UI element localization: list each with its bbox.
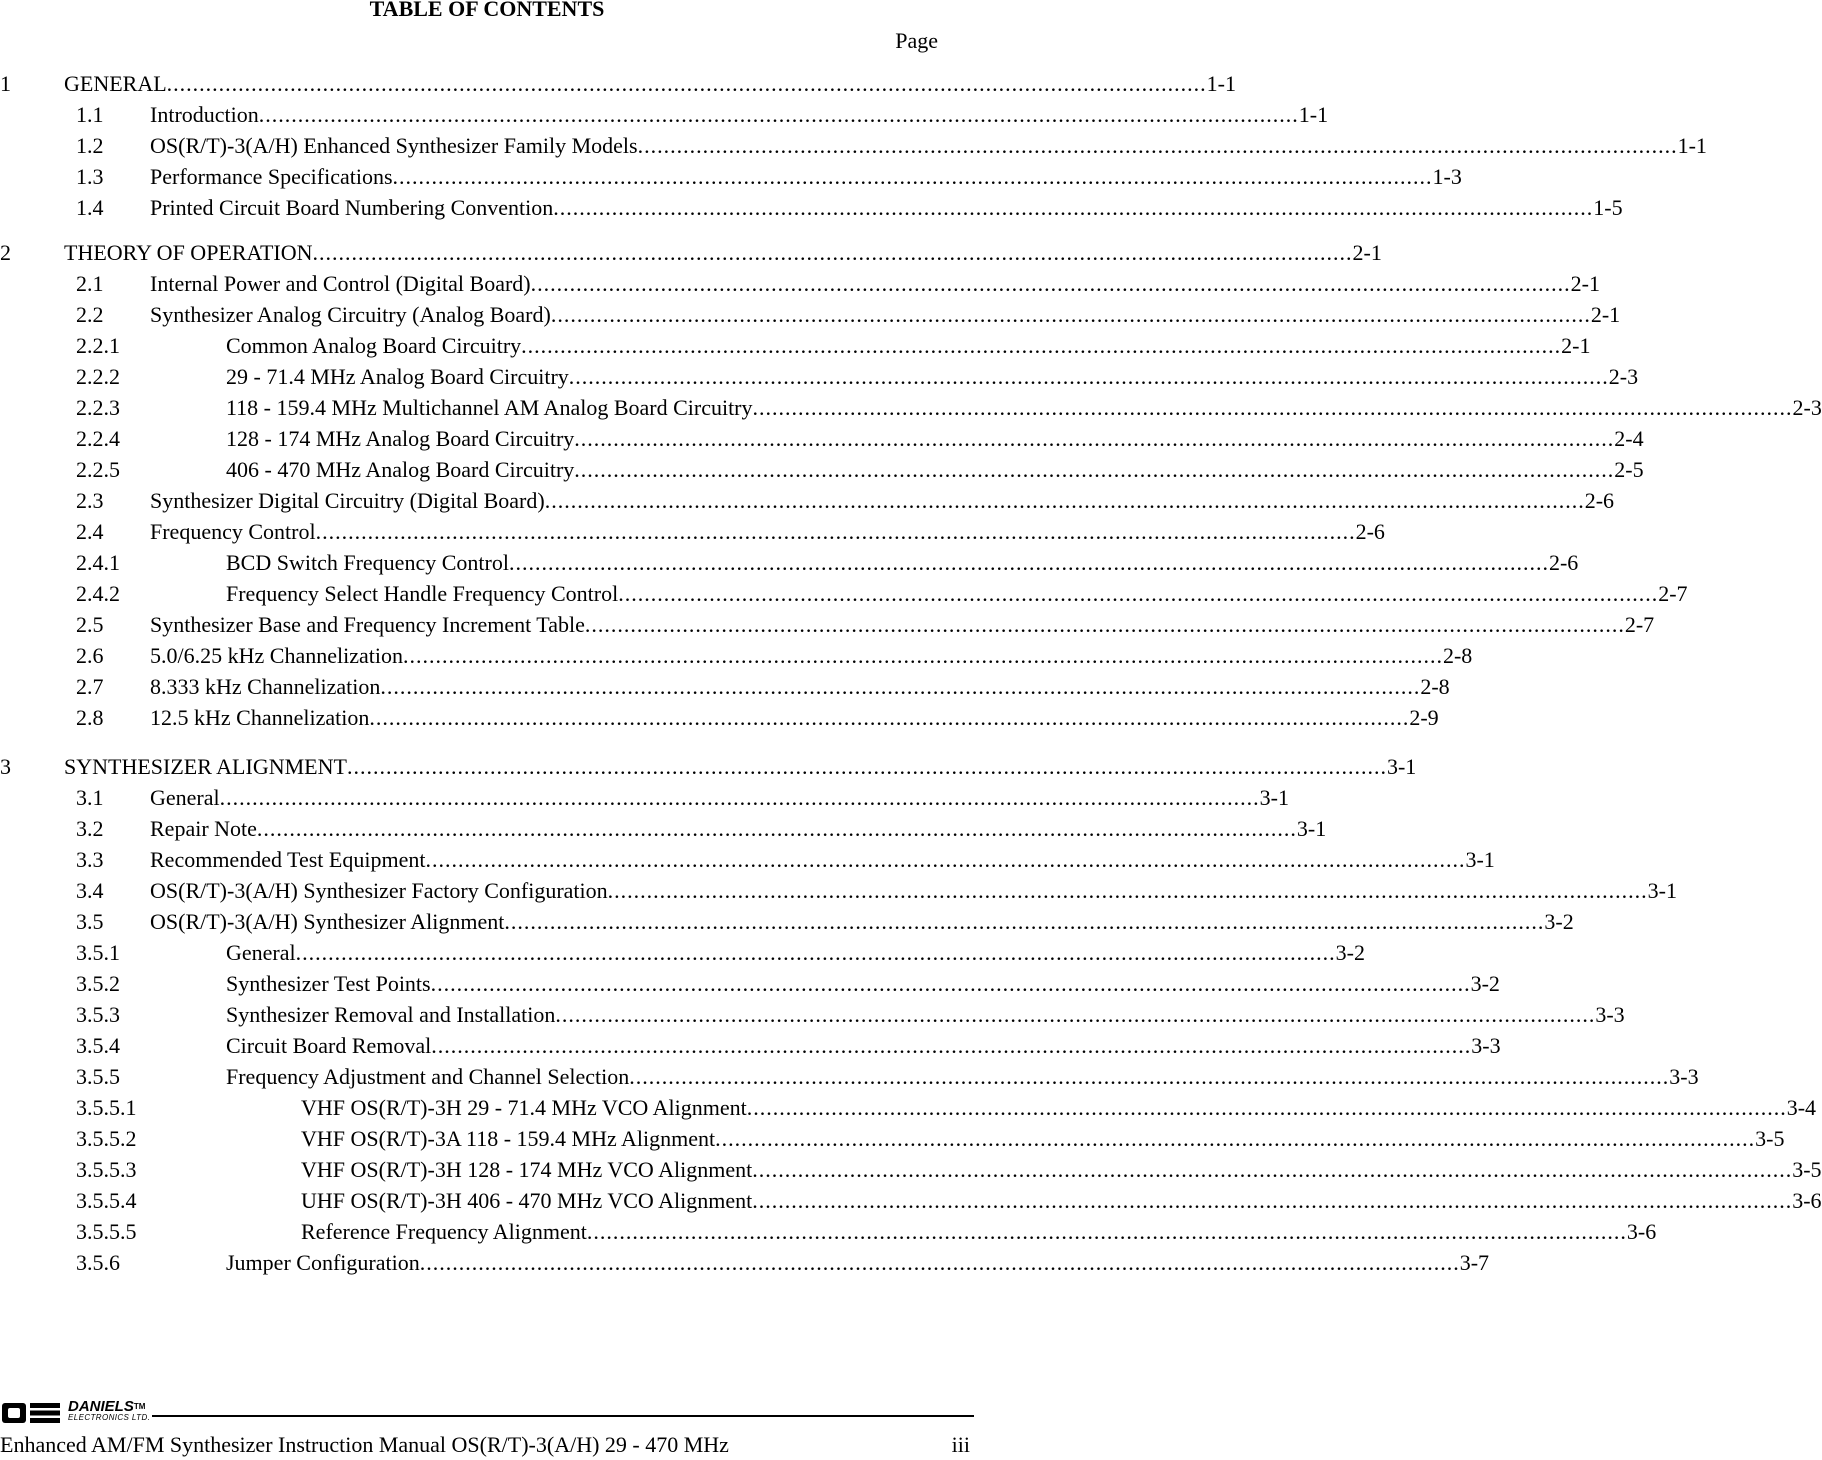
toc-entry-line: [226, 393, 1822, 423]
toc-entry-line: [150, 610, 1655, 640]
toc-dot-leader: ................................................................................................................................................................: [256, 816, 1297, 841]
toc-entry: [0, 703, 1439, 733]
toc-entry-number: 3.5.5.3: [76, 1157, 137, 1182]
toc-dot-leader: ................................................................................................................................................................: [425, 847, 1466, 872]
toc-entry: [0, 969, 1500, 999]
toc-entry-title: SYNTHESIZER ALIGNMENT: [64, 754, 347, 779]
toc-entry-page: 2-6: [1584, 488, 1615, 513]
toc-entry: [0, 517, 1385, 547]
toc-entry-number: 3.5.2: [76, 971, 120, 996]
toc-entry-page: 2-7: [1624, 612, 1655, 637]
toc-entry-title: Introduction: [150, 102, 259, 127]
toc-entry-page: 1-1: [1677, 133, 1707, 158]
toc-entry-page: 3-6: [1626, 1219, 1657, 1244]
toc-entry: [0, 1093, 1817, 1123]
toc-dot-leader: ................................................................................................................................................................: [166, 71, 1207, 96]
toc-entry-line: [301, 1155, 1822, 1185]
toc-entry: [0, 1000, 1625, 1030]
toc-entry-number: 2.2.1: [76, 333, 120, 358]
toc-entry-number: 3.5.1: [76, 940, 120, 965]
toc-entry-title: Jumper Configuration: [226, 1250, 420, 1275]
toc-dot-leader: ................................................................................................................................................................: [568, 364, 1609, 389]
toc-entry-title: Recommended Test Equipment: [150, 847, 426, 872]
toc-entry-page: 2-6: [1548, 550, 1579, 575]
toc-entry-page: 2-9: [1409, 705, 1439, 730]
toc-entry-number: 3.5.5.2: [76, 1126, 137, 1151]
toc-entry-title: 12.5 kHz Channelization: [150, 705, 370, 730]
toc-dot-leader: ................................................................................................................................................................: [419, 1250, 1460, 1275]
toc-entry-title: General: [150, 785, 220, 810]
toc-entry-title: Synthesizer Analog Circuitry (Analog Board): [150, 302, 551, 327]
toc-entry-title: VHF OS(R/T)-3A 118 - 159.4 MHz Alignment: [301, 1126, 716, 1151]
toc-dot-leader: ................................................................................................................................................................: [752, 395, 1793, 420]
page-column-label: Page: [895, 28, 938, 53]
toc-entry-line: [226, 579, 1688, 609]
toc-dot-leader: ................................................................................................................................................................: [574, 426, 1615, 451]
toc-entry: [0, 1217, 1657, 1247]
toc-entry-title: General: [226, 940, 296, 965]
toc-entry: [0, 579, 1688, 609]
toc-entry-title: 8.333 kHz Channelization: [150, 674, 381, 699]
toc-entry-page: 2-8: [1420, 674, 1450, 699]
toc-entry: [0, 269, 1600, 299]
toc-entry-number: 2.3: [76, 488, 104, 513]
logo-brand-text: DANIELS: [68, 1398, 134, 1415]
toc-entry-number: 2.4.1: [76, 550, 120, 575]
footer-text: Enhanced AM/FM Synthesizer Instruction Manual OS(R/T)-3(A/H) 29 - 470 MHz: [0, 1432, 729, 1457]
toc-entry-page: 2-1: [1352, 240, 1382, 265]
toc-dot-leader: ................................................................................................................................................................: [402, 643, 1443, 668]
toc-entry-line: [150, 300, 1621, 330]
toc-entry-line: [226, 424, 1644, 454]
toc-entry-number: 2.2.2: [76, 364, 120, 389]
toc-entry-line: [301, 1093, 1817, 1123]
toc-entry-title: Printed Circuit Board Numbering Convention: [150, 195, 554, 220]
toc-dot-leader: ................................................................................................................................................................: [530, 271, 1571, 296]
toc-entry: [0, 1186, 1822, 1216]
toc-dot-leader: ................................................................................................................................................................: [746, 1095, 1787, 1120]
toc-entry: [0, 938, 1365, 968]
toc-entry-line: [150, 907, 1574, 937]
toc-entry-number: 3.1: [76, 785, 104, 810]
toc-dot-leader: ................................................................................................................................................................: [637, 133, 1678, 158]
toc-entry-page: 3-5: [1755, 1126, 1785, 1151]
toc-entry-title: 128 - 174 MHz Analog Board Circuitry: [226, 426, 575, 451]
toc-entry-title: BCD Switch Frequency Control: [226, 550, 509, 575]
toc-entry: [0, 641, 1473, 671]
toc-entry-line: [150, 100, 1329, 130]
toc-entry-title: Synthesizer Digital Circuitry (Digital Board): [150, 488, 545, 513]
toc-dot-leader: ................................................................................................................................................................: [380, 674, 1421, 699]
toc-entry-number: 2.6: [76, 643, 104, 668]
toc-entry-number: 2.2.4: [76, 426, 120, 451]
toc-dot-leader: ................................................................................................................................................................: [346, 754, 1387, 779]
toc-dot-leader: ................................................................................................................................................................: [555, 1002, 1596, 1027]
toc-entry-number: 3.5.6: [76, 1250, 120, 1275]
toc-dot-leader: ................................................................................................................................................................: [508, 550, 1549, 575]
toc-entry-line: [150, 876, 1677, 906]
toc-entry-line: [150, 845, 1495, 875]
toc-entry-title: Frequency Select Handle Frequency Control: [226, 581, 619, 606]
toc-entry-title: Circuit Board Removal: [226, 1033, 432, 1058]
toc-entry-number: 2.2: [76, 302, 104, 327]
toc-dot-leader: ................................................................................................................................................................: [315, 519, 1356, 544]
toc-entry-page: 2-6: [1355, 519, 1385, 544]
toc-entry-number: 2.1: [76, 271, 104, 296]
toc-entry-line: [150, 162, 1462, 192]
toc-entry-title: Repair Note: [150, 816, 257, 841]
toc-entry-page: 3-2: [1470, 971, 1500, 996]
toc-entry-title: 5.0/6.25 kHz Channelization: [150, 643, 403, 668]
toc-dot-leader: ................................................................................................................................................................: [431, 1033, 1472, 1058]
toc-entry-number: 2.2.3: [76, 395, 120, 420]
toc-entry-title: OS(R/T)-3(A/H) Synthesizer Alignment: [150, 909, 505, 934]
toc-entry-page: 2-1: [1561, 333, 1591, 358]
toc-entry-number: 3.5.5.5: [76, 1219, 137, 1244]
toc-entry-line: [64, 69, 1236, 99]
toc-entry-title: VHF OS(R/T)-3H 29 - 71.4 MHz VCO Alignment: [301, 1095, 747, 1120]
toc-dot-leader: ................................................................................................................................................................: [430, 971, 1471, 996]
toc-entry-number: 3.4: [76, 878, 104, 903]
toc-entry-page: 3-3: [1595, 1002, 1625, 1027]
toc-entry-line: [150, 672, 1450, 702]
toc-entry: [0, 548, 1579, 578]
toc-entry-page: 3-1: [1386, 754, 1417, 779]
toc-entry-number: 1.4: [76, 195, 104, 220]
toc-dot-leader: ................................................................................................................................................................: [295, 940, 1336, 965]
toc-entry-page: 3-3: [1669, 1064, 1699, 1089]
toc-dot-leader: ................................................................................................................................................................: [544, 488, 1585, 513]
toc-entry-line: [150, 783, 1289, 813]
toc-entry-page: 3-1: [1465, 847, 1495, 872]
toc-entry: [0, 69, 1236, 99]
toc-entry-number: 3.5.5.1: [76, 1095, 137, 1120]
toc-dot-leader: ................................................................................................................................................................: [586, 1219, 1627, 1244]
toc-entry: [0, 238, 1382, 268]
toc-entry-line: [301, 1186, 1822, 1216]
toc-entry-title: Frequency Adjustment and Channel Selection: [226, 1064, 630, 1089]
toc-entry: [0, 131, 1707, 161]
toc-entry-line: [64, 238, 1382, 268]
toc-dot-leader: ................................................................................................................................................................: [219, 785, 1260, 810]
toc-entry-title: 29 - 71.4 MHz Analog Board Circuitry: [226, 364, 569, 389]
toc-dot-leader: ................................................................................................................................................................: [752, 1157, 1793, 1182]
toc-entry-line: [150, 814, 1327, 844]
toc-entry-title: UHF OS(R/T)-3H 406 - 470 MHz VCO Alignment: [301, 1188, 753, 1213]
toc-entry-page: 1-5: [1593, 195, 1623, 220]
toc-entry-number: 2.8: [76, 705, 104, 730]
toc-entry-page: 3-7: [1459, 1250, 1490, 1275]
toc-entry: [0, 1155, 1822, 1185]
toc-entry-page: 2-5: [1614, 457, 1644, 482]
toc-entry-title: Synthesizer Test Points: [226, 971, 431, 996]
toc-entry-line: [150, 269, 1600, 299]
toc-entry-number: 2: [0, 240, 11, 265]
toc-entry-line: [226, 548, 1579, 578]
toc-entry-line: [150, 193, 1623, 223]
toc-entry-title: GENERAL: [64, 71, 167, 96]
toc-entry-line: [226, 362, 1639, 392]
toc-entry-number: 3.5: [76, 909, 104, 934]
toc-entry-number: 1.3: [76, 164, 104, 189]
toc-entry-page: 3-3: [1471, 1033, 1501, 1058]
toc-entry: [0, 672, 1450, 702]
toc-entry-number: 3.5.3: [76, 1002, 120, 1027]
toc-entry-page: 2-7: [1658, 581, 1688, 606]
toc-entry-line: [150, 703, 1439, 733]
footer-logo: [2, 1398, 162, 1427]
toc-entry-number: 3.5.5.4: [76, 1188, 137, 1213]
toc-entry-number: 1.2: [76, 133, 104, 158]
toc-entry-page: 3-1: [1296, 816, 1327, 841]
toc-entry-page: 3-2: [1544, 909, 1574, 934]
toc-dot-leader: ................................................................................................................................................................: [618, 581, 1659, 606]
toc-entry: [0, 876, 1677, 906]
logo-trademark: TM: [133, 1402, 146, 1411]
toc-dot-leader: ................................................................................................................................................................: [312, 240, 1353, 265]
toc-entry-line: [301, 1217, 1657, 1247]
toc-entry-line: [150, 131, 1707, 161]
toc-entry-title: OS(R/T)-3(A/H) Synthesizer Factory Configuration: [150, 878, 608, 903]
toc-entry: [0, 162, 1462, 192]
toc-entry: [0, 1031, 1501, 1061]
toc-entry: [0, 783, 1289, 813]
toc-entry-page: 2-4: [1614, 426, 1644, 451]
footer-rule: [152, 1415, 974, 1417]
toc-entry-line: [226, 331, 1591, 361]
toc-entry-number: 3.2: [76, 816, 104, 841]
toc-entry: [0, 331, 1591, 361]
toc-entry: [0, 193, 1623, 223]
toc-entry-number: 1.1: [76, 102, 104, 127]
toc-entry-line: [150, 641, 1473, 671]
toc-entry-line: [226, 1000, 1625, 1030]
toc-entry-number: 3.5.4: [76, 1033, 120, 1058]
daniels-logo-mark-icon: [2, 1403, 62, 1423]
toc-entry-page: 2-1: [1570, 271, 1600, 296]
toc-entry-title: Common Analog Board Circuitry: [226, 333, 522, 358]
toc-entry-page: 3-2: [1335, 940, 1365, 965]
toc-entry-line: [226, 969, 1500, 999]
toc-title: TABLE OF CONTENTS: [369, 0, 605, 21]
toc-entry: [0, 1124, 1785, 1154]
toc-entry-number: 2.7: [76, 674, 104, 699]
toc-entry: [0, 455, 1644, 485]
toc-entry: [0, 1062, 1699, 1092]
footer-page-number: iii: [951, 1432, 970, 1457]
toc-entry: [0, 610, 1655, 640]
toc-entry-title: Internal Power and Control (Digital Board): [150, 271, 531, 296]
toc-dot-leader: ................................................................................................................................................................: [504, 909, 1545, 934]
toc-entry-number: 2.4.2: [76, 581, 120, 606]
toc-entry-number: 3.5.5: [76, 1064, 120, 1089]
toc-dot-leader: ................................................................................................................................................................: [629, 1064, 1670, 1089]
toc-entry-page: 3-1: [1647, 878, 1677, 903]
toc-entry-title: THEORY OF OPERATION: [64, 240, 313, 265]
toc-entry-page: 1-3: [1432, 164, 1462, 189]
toc-entry-line: [150, 517, 1385, 547]
toc-entry-page: 2-8: [1442, 643, 1473, 668]
toc-entry-title: Synthesizer Removal and Installation: [226, 1002, 556, 1027]
toc-dot-leader: ................................................................................................................................................................: [521, 333, 1562, 358]
toc-entry-line: [150, 486, 1615, 516]
toc-entry-line: [226, 1248, 1490, 1278]
toc-dot-leader: ................................................................................................................................................................: [392, 164, 1433, 189]
toc-entry-page: 3-6: [1792, 1188, 1822, 1213]
toc-entry-title: Frequency Control: [150, 519, 316, 544]
toc-entry: [0, 393, 1822, 423]
toc-entry: [0, 300, 1621, 330]
toc-entry-page: 1-1: [1298, 102, 1329, 127]
toc-entry-title: OS(R/T)-3(A/H) Enhanced Synthesizer Family Models: [150, 133, 638, 158]
toc-dot-leader: ................................................................................................................................................................: [550, 302, 1591, 327]
toc-entry-number: 2.4: [76, 519, 104, 544]
toc-entry: [0, 100, 1329, 130]
toc-entry-title: 406 - 470 MHz Analog Board Circuitry: [226, 457, 575, 482]
toc-entry-line: [226, 455, 1644, 485]
toc-entry-title: Synthesizer Base and Frequency Increment Table: [150, 612, 585, 637]
toc-entry-page: 2-3: [1608, 364, 1639, 389]
toc-entry: [0, 486, 1615, 516]
toc-entry-line: [226, 1062, 1699, 1092]
toc-entry: [0, 362, 1639, 392]
toc-entry-number: 2.2.5: [76, 457, 120, 482]
toc-dot-leader: ................................................................................................................................................................: [715, 1126, 1756, 1151]
toc-entry: [0, 1248, 1490, 1278]
logo-subtitle: ELECTRONICS LTD.: [68, 1413, 151, 1422]
toc-entry-page: 1-1: [1206, 71, 1236, 96]
toc-entry-page: 3-1: [1259, 785, 1289, 810]
toc-dot-leader: ................................................................................................................................................................: [752, 1188, 1793, 1213]
toc-entry-title: Performance Specifications: [150, 164, 393, 189]
toc-entry-line: [226, 938, 1365, 968]
toc-entry: [0, 752, 1417, 782]
toc-dot-leader: ................................................................................................................................................................: [607, 878, 1648, 903]
toc-entry-page: 3-4: [1786, 1095, 1817, 1120]
toc-entry-number: 1: [0, 71, 11, 96]
toc-entry-number: 3.3: [76, 847, 104, 872]
toc-entry-title: 118 - 159.4 MHz Multichannel AM Analog Board Circuitry: [226, 395, 753, 420]
toc-dot-leader: ................................................................................................................................................................: [553, 195, 1594, 220]
toc-entry-line: [301, 1124, 1785, 1154]
toc-entry: [0, 845, 1495, 875]
toc-entry: [0, 907, 1574, 937]
toc-dot-leader: ................................................................................................................................................................: [369, 705, 1410, 730]
toc-entry-number: 2.5: [76, 612, 104, 637]
toc-dot-leader: ................................................................................................................................................................: [574, 457, 1615, 482]
toc-dot-leader: ................................................................................................................................................................: [584, 612, 1625, 637]
toc-entry-title: Reference Frequency Alignment: [301, 1219, 587, 1244]
toc-entry: [0, 424, 1644, 454]
toc-entry-page: 2-1: [1590, 302, 1621, 327]
toc-entry-number: 3: [0, 754, 11, 779]
toc-entry: [0, 814, 1327, 844]
toc-dot-leader: ................................................................................................................................................................: [258, 102, 1299, 127]
toc-entry-line: [226, 1031, 1501, 1061]
toc-entry-title: VHF OS(R/T)-3H 128 - 174 MHz VCO Alignment: [301, 1157, 753, 1182]
toc-entry-page: 2-3: [1792, 395, 1822, 420]
toc-entry-page: 3-5: [1792, 1157, 1822, 1182]
toc-entry-line: [64, 752, 1417, 782]
